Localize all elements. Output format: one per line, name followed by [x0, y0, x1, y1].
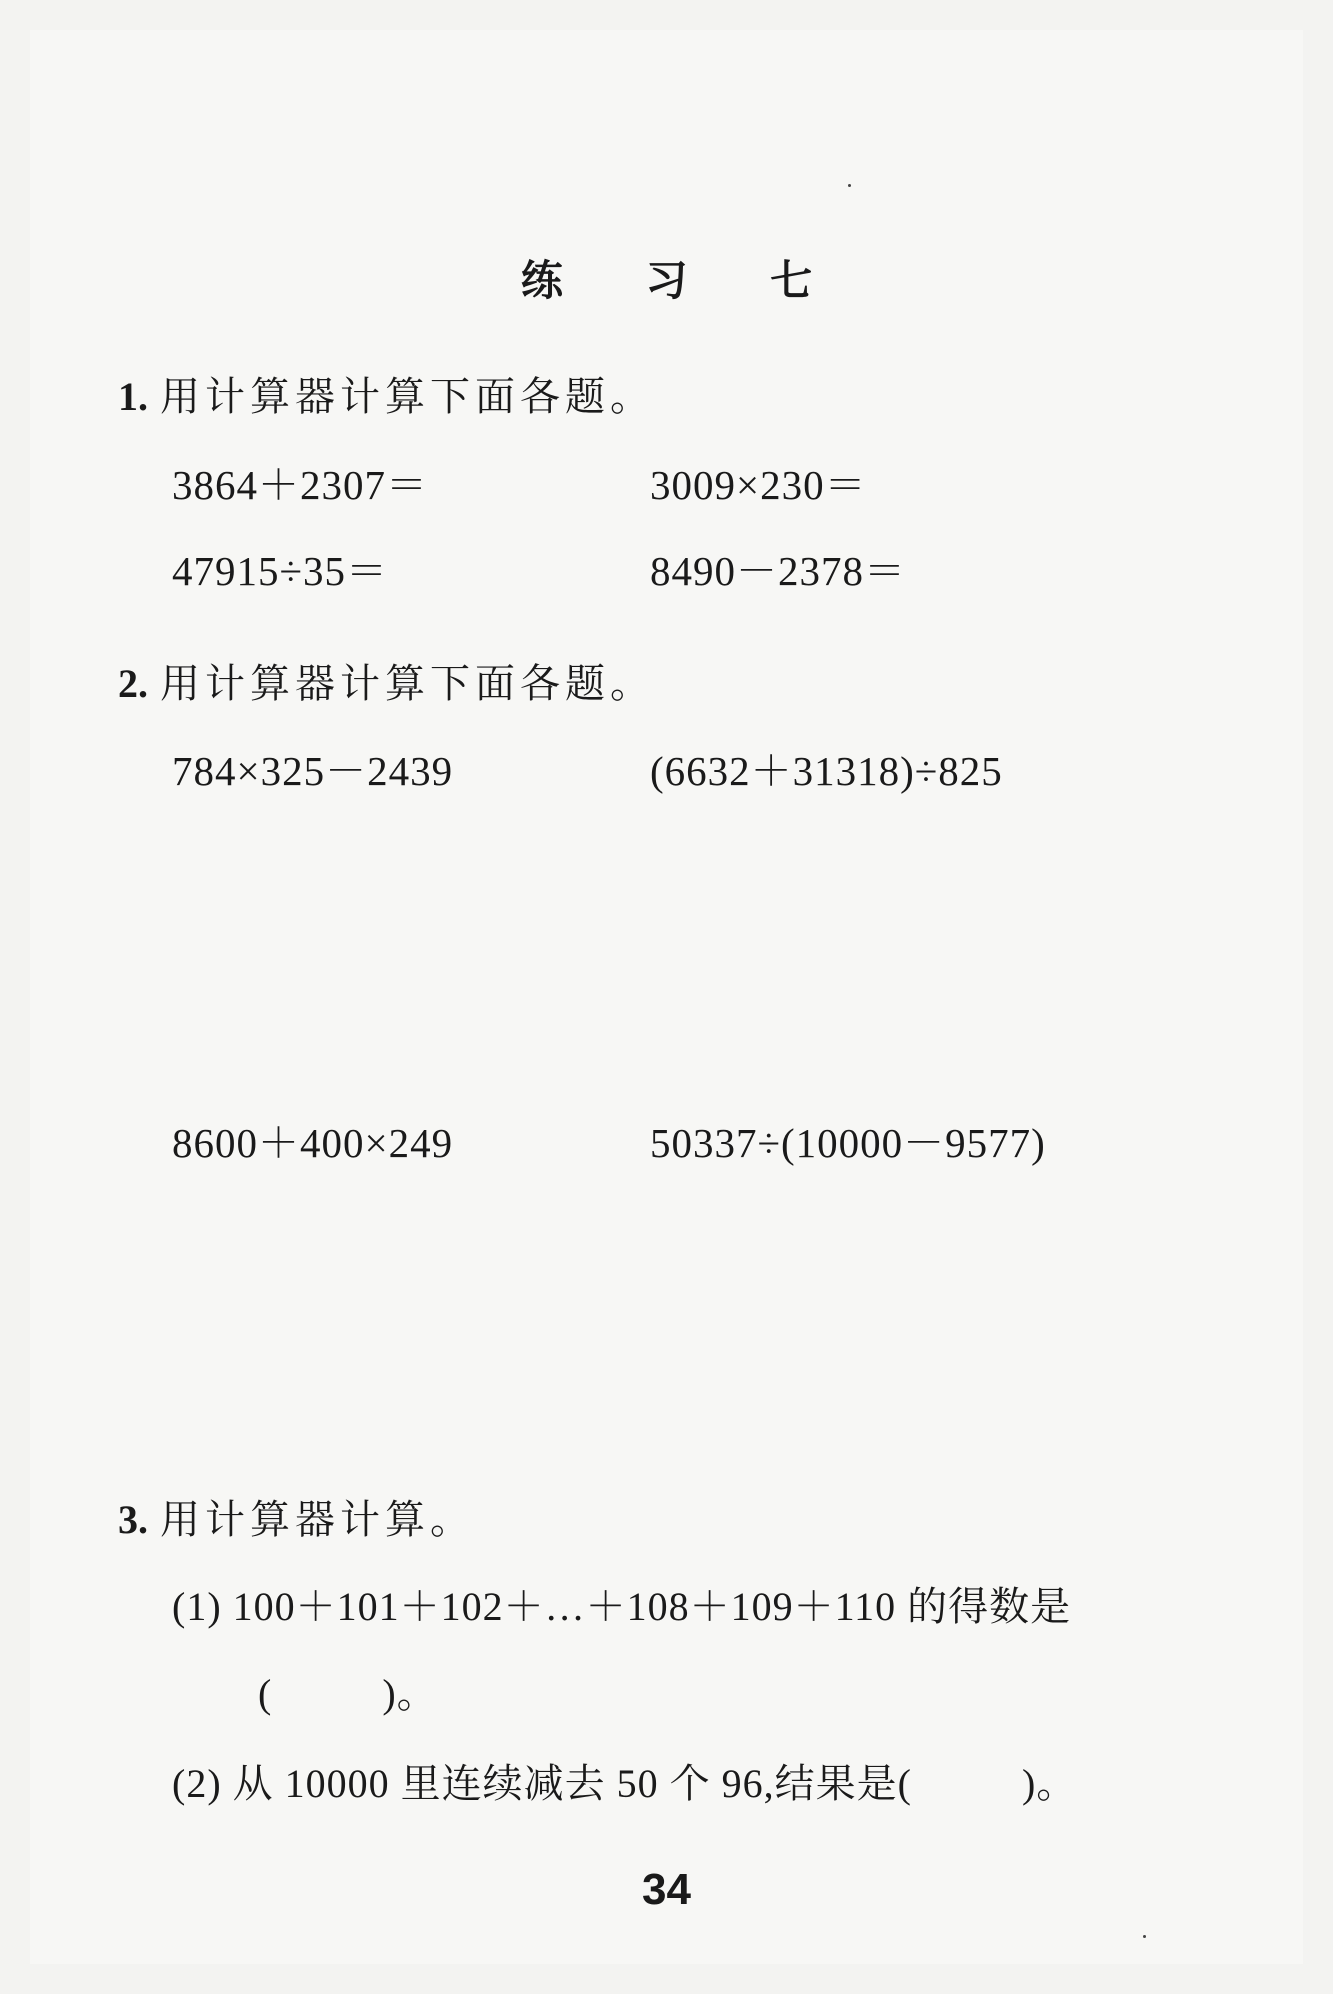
q1-item-4: 8490－2378＝	[650, 548, 906, 594]
question-3-number: 3.	[118, 1497, 148, 1542]
scan-speck	[848, 184, 851, 187]
page	[30, 30, 1303, 1964]
q2-item-4: 50337÷(10000－9577)	[650, 1120, 1046, 1166]
q1-item-3: 47915÷35＝	[172, 548, 389, 594]
q2-item-3: 8600＋400×249	[172, 1120, 454, 1166]
q2-item-1: 784×325－2439	[172, 748, 454, 794]
q1-item-2: 3009×230＝	[650, 462, 867, 508]
question-1-number: 1.	[118, 374, 148, 419]
question-1-text: 用计算器计算下面各题。	[160, 374, 655, 420]
page-title: 练 习 七	[520, 256, 847, 305]
question-2-text: 用计算器计算下面各题。	[160, 661, 655, 707]
question-2-number: 2.	[118, 661, 148, 706]
q3-sub-2: (2) 从 10000 里连续减去 50 个 96,结果是( )。	[172, 1761, 1078, 1806]
scan-speck	[1143, 1935, 1146, 1938]
question-3-text: 用计算器计算。	[160, 1497, 475, 1543]
page-number: 34	[642, 1865, 691, 1914]
q3-sub-1-answer-blank: ( )。	[258, 1671, 438, 1716]
q1-item-1: 3864＋2307＝	[172, 462, 428, 508]
question-2-heading	[118, 652, 655, 709]
q2-item-2: (6632＋31318)÷825	[650, 748, 1003, 794]
q3-sub-1-line-1: (1) 100＋101＋102＋…＋108＋109＋110 的得数是	[172, 1584, 1072, 1629]
question-1-heading	[118, 365, 655, 422]
question-3-heading	[118, 1488, 475, 1545]
